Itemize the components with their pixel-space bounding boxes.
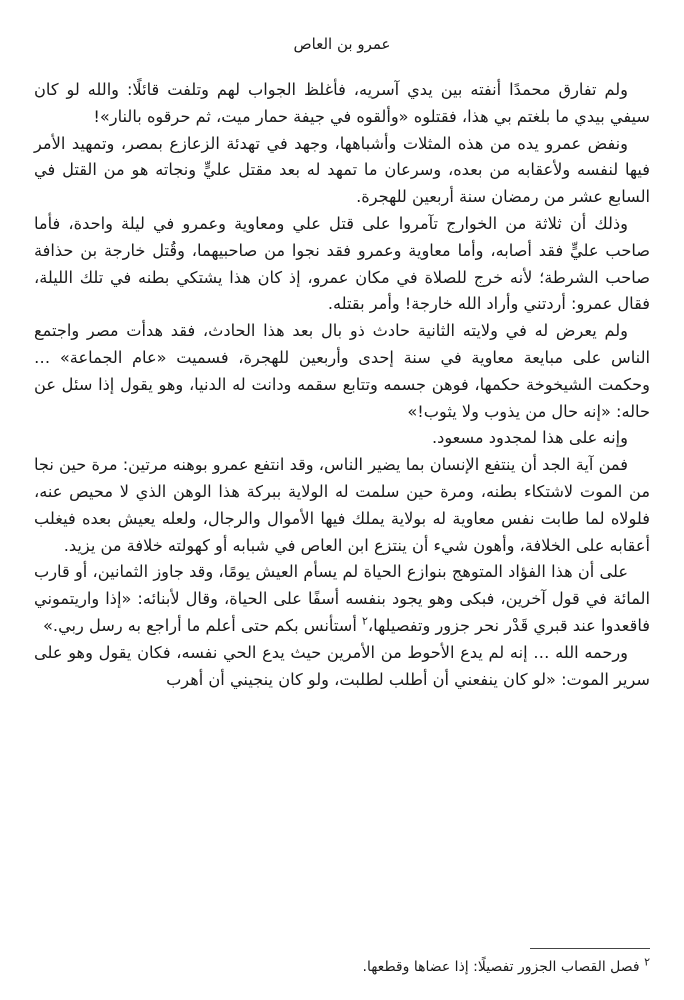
paragraph: ونفض عمرو يده من هذه المثلات وأشباهها، وجهد في تهدئة الزعازع بمصر، وتمهيد الأمر فيها لنفسه ولأعقابه من بعده، وسرعان ما تمهد له بعد مقتل عليٍّ ونجاته هو من القتل في السابع عشر من رمضان سنة أربعين للهجرة. — [34, 133, 650, 207]
footnote-text: فصل القصاب الجزور تفصيلًا: إذا عضاها وقطعها. — [362, 959, 640, 975]
paragraph: وإنه على هذا لمجدود مسعود. — [431, 428, 628, 448]
paragraph: ولم يعرض له في ولايته الثانية حادث ذو بال بعد هذا الحادث، فقد هدأت مصر واجتمع الناس على مبايعة معاوية في سنة إحدى وأربعين للهجرة، فسميت «عام الجماعة» … وحكمت الشيخوخة حكمها، فوهن جسمه وتتابع سقمه ودانت له الدنيا، وهو يقول إذا سئل عن حاله: «إنه حال من يذوب ولا يثوب!» — [34, 321, 650, 421]
paragraph — [34, 559, 650, 639]
paragraph: ولم تفارق محمدًا أنفته بين يدي آسريه، فأغلظ الجواب لهم وتلفت قائلًا: والله لو كان سيفي بيدي ما بلغتم بي هذا، فقتلوه «وألقوه في جيفة حمار ميت، ثم حرقوه بالنار»! — [34, 80, 650, 126]
paragraph: فمن آية الجد أن ينتفع الإنسان بما يضير الناس، وقد انتفع عمرو بوهنه مرتين: مرة حين نجا من الموت لاشتكاء بطنه، ومرة حين سلمت له الولاية ببركة هذا الوهن الذي لا محيص عنه، فلولاه لما طابت نفس معاوية له بولاية يملك فيها الأموال والرجال، ولعله يعيش بعده فيغلب أعقابه على الخلافة، وأهون شيء أن ينتزع ابن العاص في شبابه أو كهولته خلافة من يزيد. — [34, 455, 650, 555]
paragraph: ورحمه الله … إنه لم يدع الأحوط من الأمرين حيث يدع الحي نفسه، فكان يقول وهو على سرير الموت: «لو كان ينفعني أن أطلب لطلبت، ولو كان ينجيني أن أهرب — [34, 642, 650, 689]
footnote-mark: ٢ — [644, 955, 650, 969]
footnote — [34, 957, 650, 977]
footnote-reference[interactable]: ٢ — [361, 614, 368, 628]
body-text — [34, 77, 650, 693]
running-header: عمرو بن العاص — [293, 35, 391, 53]
paragraph-text: على أن هذا الفؤاد المتوهج بنوازع الحياة لم يسأم العيش يومًا، وقد جاوز الثمانين، أو قارب المائة في قول آخرين، فبكى وهو يجود بنفسه أسفًا على الحياة، وقال لأبنائه: «إذا واريتموني فاقعدوا عند قبري قَدْر نحر جزور وتفصيلها، — [34, 562, 650, 635]
paragraph-text: أستأنس بكم حتى أعلم ما أراجع به رسل ربي.» — [43, 615, 357, 635]
footnote-divider — [530, 948, 650, 949]
paragraph: وذلك أن ثلاثة من الخوارج تآمروا على قتل علي ومعاوية وعمرو في ليلة واحدة، فأما صاحب عليٍّ فقد أصابه، وأما معاوية وعمرو فقد نجوا من صاحبيهما، وقُتل خارجة بن حذافة صاحب الشرطة؛ لأنه خرج للصلاة في مكان عمرو، إذ كان هذا يشتكي بطنه في تلك الليلة، فقال عمرو: أردتني وأراد الله خارجة! وأمر بقتله. — [34, 213, 650, 314]
